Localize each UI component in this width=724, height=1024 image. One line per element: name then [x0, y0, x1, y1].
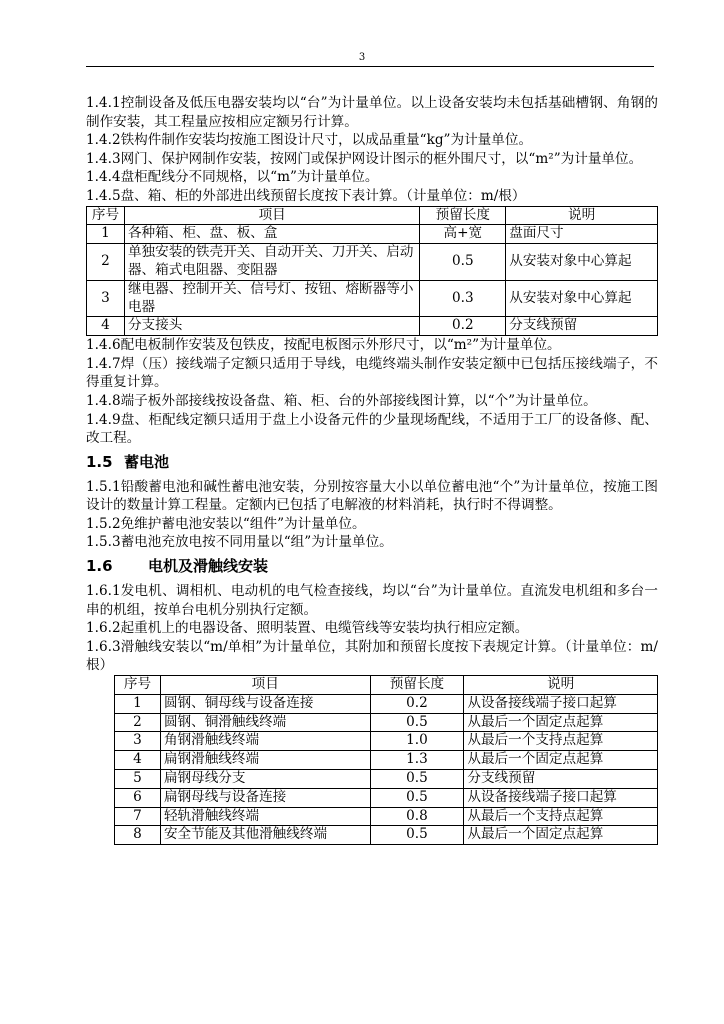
paragraph-1-4-8: 1.4.8端子板外部接线按设备盘、箱、柜、台的外部接线图计算，以“个”为计量单位。	[86, 392, 597, 409]
paragraph-1-4-9: 1.4.9盘、柜配线定额只适用于盘上小设备元件的少量现场配线，不适用于工厂的设备修、配、改工程。	[86, 411, 658, 447]
table-cell: 单独安装的铁壳开关、自动开关、刀开关、启动器、箱式电阻器、变阻器	[124, 244, 419, 281]
table-cell: 0.8	[370, 807, 464, 826]
table-cell: 0.5	[370, 826, 464, 845]
table-row	[87, 244, 658, 281]
table-cell: 2	[115, 713, 161, 732]
table-row	[115, 694, 658, 713]
paragraph-1-5-2: 1.5.2免维护蓄电池安装以“组件”为计量单位。	[86, 515, 366, 532]
table-cell: 从最后一个固定点起算	[464, 713, 658, 732]
outlet-reserve-length-table	[86, 206, 658, 337]
table-cell: 圆钢、铜母线与设备连接	[160, 694, 370, 713]
table-cell: 分支接头	[124, 317, 419, 336]
table-cell: 从安装对象中心算起	[506, 280, 658, 317]
table-row	[115, 713, 658, 732]
section-heading-1-5	[86, 452, 658, 472]
table-cell: 4	[115, 751, 161, 770]
table-cell: 3	[115, 732, 161, 751]
table-cell: 从最后一个固定点起算	[464, 826, 658, 845]
paragraph-1-6-2: 1.6.2起重机上的电器设备、照明装置、电缆管线等安装均执行相应定额。	[86, 620, 529, 637]
header-rule	[86, 66, 654, 67]
paragraph-1-4-2: 1.4.2铁构件制作安装均按施工图设计尺寸，以成品重量“kg”为计量单位。	[86, 132, 533, 149]
paragraph-1-5-1: 1.5.1铅酸蓄电池和碱性蓄电池安装，分别按容量大小以单位蓄电池“个”为计量单位，按施工图设计的数量计算工程量。定额内已包括了电解液的材料消耗，执行时不得调整。	[86, 478, 658, 514]
table-header-cell: 说明	[506, 206, 658, 225]
table-cell: 各种箱、柜、盘、板、盒	[124, 225, 419, 244]
table-cell: 0.5	[370, 788, 464, 807]
table-row	[115, 751, 658, 770]
section-number: 1.5	[86, 452, 113, 471]
paragraph-1-5-3: 1.5.3蓄电池充放电按不同用量以“组”为计量单位。	[86, 534, 393, 551]
table-row	[115, 788, 658, 807]
table-row	[115, 732, 658, 751]
page-number: 3	[358, 52, 366, 63]
table-cell: 1.3	[370, 751, 464, 770]
table-cell: 盘面尺寸	[506, 225, 658, 244]
table-cell: 6	[115, 788, 161, 807]
table-header-cell: 说明	[464, 676, 658, 695]
section-title: 蓄电池	[124, 452, 170, 471]
table-header-cell: 预留长度	[420, 206, 506, 225]
table-cell: 1	[115, 694, 161, 713]
section-title: 电机及滑触线安装	[148, 557, 269, 576]
table-header-cell: 项目	[124, 206, 419, 225]
table-cell: 扁钢母线与设备连接	[160, 788, 370, 807]
table-cell: 4	[87, 317, 125, 336]
table-cell: 7	[115, 807, 161, 826]
table-cell: 2	[87, 244, 125, 281]
table-cell: 从最后一个固定点起算	[464, 751, 658, 770]
table-row	[115, 770, 658, 789]
table-cell: 分支线预留	[464, 770, 658, 789]
paragraph-1-4-1: 1.4.1控制设备及低压电器安装均以“台”为计量单位。以上设备安装均未包括基础槽钢、角钢的制作安装，其工程量应按相应定额另行计算。	[86, 95, 658, 130]
table-row	[87, 280, 658, 317]
paragraph-1-4-6: 1.4.6配电板制作安装及包铁皮，按配电板图示外形尺寸，以“m²”为计量单位。	[86, 337, 561, 354]
table-cell: 安全节能及其他滑触线终端	[160, 826, 370, 845]
trolley-wire-reserve-length-table	[114, 675, 658, 845]
table-cell: 从最后一个支持点起算	[464, 807, 658, 826]
table-cell: 0.3	[420, 280, 506, 317]
table-cell: 圆钢、铜滑触线终端	[160, 713, 370, 732]
table-cell: 5	[115, 770, 161, 789]
table-cell: 3	[87, 280, 125, 317]
document-body	[86, 94, 658, 845]
table-cell: 轻轨滑触线终端	[160, 807, 370, 826]
table-header-cell: 序号	[87, 206, 125, 225]
table-header-row	[115, 676, 658, 695]
paragraph-1-4-7: 1.4.7焊（压）接线端子定额只适用于导线，电缆终端头制作安装定额中已包括压接线端子，不得重复计算。	[86, 355, 658, 391]
table-header-row	[87, 206, 658, 225]
table-cell: 0.2	[370, 694, 464, 713]
table-row	[87, 225, 658, 244]
table-cell: 从最后一个支持点起算	[464, 732, 658, 751]
table-cell: 0.2	[420, 317, 506, 336]
table-cell: 0.5	[370, 770, 464, 789]
section-heading-1-6	[86, 556, 658, 576]
table-header-cell: 序号	[115, 676, 161, 695]
table-cell: 8	[115, 826, 161, 845]
table-cell: 0.5	[420, 244, 506, 281]
section-number: 1.6	[86, 557, 113, 576]
table-cell: 继电器、控制开关、信号灯、按钮、熔断器等小电器	[124, 280, 419, 317]
table-row	[115, 807, 658, 826]
table-row	[115, 826, 658, 845]
table-cell: 0.5	[370, 713, 464, 732]
table-cell: 角钢滑触线终端	[160, 732, 370, 751]
paragraph-1-6-3: 1.6.3滑触线安装以“m/单相”为计量单位，其附加和预留长度按下表规定计算。（计量单位：m/根）	[86, 638, 658, 674]
paragraph-1-4-3: 1.4.3网门、保护网制作安装，按网门或保护网设计图示的框外围尺寸，以“m²”为计量单位。	[86, 150, 643, 167]
table-cell: 从安装对象中心算起	[506, 244, 658, 281]
table-cell: 1	[87, 225, 125, 244]
table-header-cell: 项目	[160, 676, 370, 695]
table-cell: 扁钢母线分支	[160, 770, 370, 789]
table-cell: 1.0	[370, 732, 464, 751]
table-cell: 分支线预留	[506, 317, 658, 336]
paragraph-1-4-5: 1.4.5盘、箱、柜的外部进出线预留长度按下表计算。（计量单位：m/根）	[86, 187, 526, 204]
paragraph-1-4-4: 1.4.4盘柜配线分不同规格，以“m”为计量单位。	[86, 169, 379, 186]
table-header-cell: 预留长度	[370, 676, 464, 695]
table-cell: 高+宽	[420, 225, 506, 244]
paragraph-1-6-1: 1.6.1发电机、调相机、电动机的电气检查接线，均以“台”为计量单位。直流发电机组和多台一串的机组，按单台电机分别执行定额。	[86, 583, 658, 618]
table-row	[87, 317, 658, 336]
table-cell: 从设备接线端子接口起算	[464, 694, 658, 713]
table-cell: 扁钢滑触线终端	[160, 751, 370, 770]
table-cell: 从设备接线端子接口起算	[464, 788, 658, 807]
